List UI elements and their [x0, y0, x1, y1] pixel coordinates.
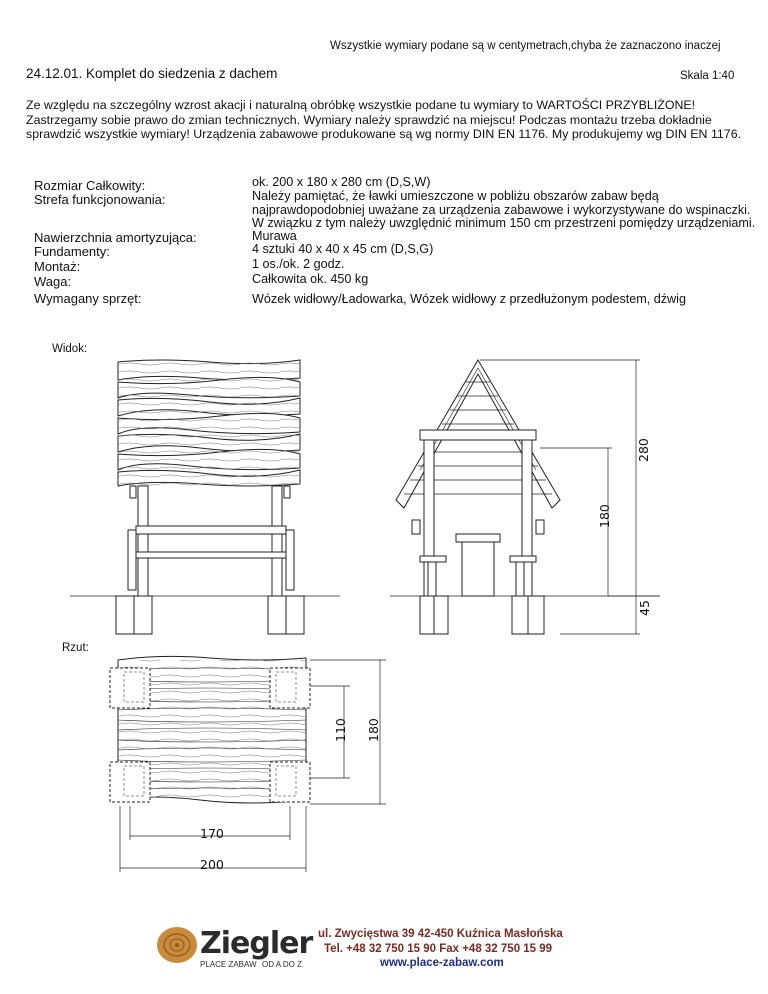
intro-line: sprawdzić wszystkie wymiary! Urządzenia zabawowe produkowane są wg normy DIN EN 1176. My produkujemy wg DIN EN 1176. — [26, 127, 742, 141]
surface-label: Nawierzchnia amortyzująca: — [34, 230, 197, 245]
brand-tagline-right: OD A DO Z — [262, 960, 303, 969]
zone-line: najprawdopodobniej uważane za urządzenia zabawowe i wykorzystywane do wspinaczki. — [252, 202, 751, 217]
equipment-value: Wózek widłowy/Ładowarka, Wózek widłowy z przedłużonym podestem, dźwig — [252, 292, 686, 306]
view-label: Widok: — [52, 343, 88, 355]
dim-height-total: 280 — [636, 438, 651, 462]
weight-value: Całkowita ok. 450 kg — [252, 272, 369, 286]
weight-label: Waga: — [34, 274, 72, 289]
dim-plan-total-depth: 180 — [366, 718, 381, 742]
brand-name: Ziegler — [200, 926, 313, 961]
dim-plan-inner-width: 170 — [200, 826, 224, 841]
zone-line: Należy pamiętać, że ławki umieszczone w pobliżu obszarów zabaw będą — [252, 189, 659, 203]
foundation-label: Fundamenty: — [34, 244, 110, 259]
size-value: ok. 200 x 180 x 280 cm (D,S,W) — [252, 175, 431, 189]
zone-label: Strefa funkcjonowania: — [34, 192, 166, 207]
assembly-label: Montaż: — [34, 259, 81, 274]
zone-line: W związku z tym należy uwzględnić minimum 150 cm przestrzeni pomiędzy urządzeniami. — [252, 216, 756, 231]
plan-label: Rzut: — [62, 642, 89, 654]
foundation-value: 4 sztuki 40 x 40 x 45 cm (D,S,G) — [252, 242, 434, 256]
surface-value: Murawa — [252, 229, 297, 243]
dim-foundation-depth: 45 — [637, 600, 652, 616]
size-label: Rozmiar Całkowity: — [34, 178, 146, 193]
header-note: Wszystkie wymiary podane są w centymetrach,chyba że zaznaczono inaczej — [330, 40, 721, 52]
company-address: ul. Zwycięstwa 39 42-450 Kuźnica Masłońska — [318, 928, 563, 940]
equipment-label: Wymagany sprzęt: — [34, 291, 142, 306]
intro-line: Ze względu na szczególny wzrost akacji i naturalną obróbkę wszystkie podane tu wymiary to WARTOŚCI PRZYBLIŻONE! — [26, 98, 696, 112]
scale-label: Skala 1:40 — [680, 70, 735, 82]
product-title: 24.12.01. Komplet do siedzenia z dachem — [26, 66, 278, 81]
dim-plan-total-width: 200 — [200, 857, 224, 872]
assembly-value: 1 os./ok. 2 godz. — [252, 257, 345, 271]
dim-height-inner: 180 — [597, 504, 612, 528]
company-website[interactable]: www.place-zabaw.com — [380, 957, 504, 969]
intro-line: Zastrzegamy sobie prawo do zmian technicznych. Wymiary należy sprawdzić na miejscu! Podczas montażu trzeba dokładnie — [26, 112, 712, 127]
brand-tagline-left: PLACE ZABAW — [200, 960, 257, 969]
dim-plan-inner-depth: 110 — [333, 718, 348, 742]
company-phone: Tel. +48 32 750 15 90 Fax +48 32 750 15 99 — [324, 943, 553, 955]
